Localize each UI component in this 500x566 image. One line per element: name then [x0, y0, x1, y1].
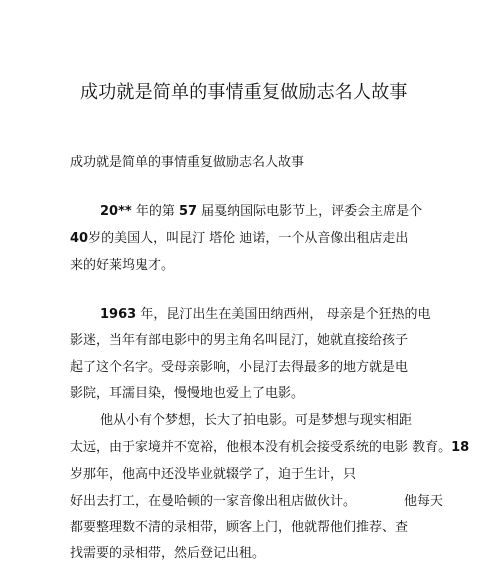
text-segment: 好出去打工，在曼哈顿的一家音像出租店做伙计。 — [70, 494, 357, 509]
text-segment: 太远，由于家境并不宽裕，他根本没有机会接受系统的电影 教育。 — [70, 440, 452, 455]
paragraph-2-line-1 — [100, 307, 430, 323]
text-segment: 届戛纳国际电影节上，评委会主席是个 — [197, 204, 423, 219]
document-title: 成功就是简单的事情重复做励志名人故事 — [80, 82, 408, 103]
paragraph-1-line-1 — [100, 204, 422, 220]
text-segment: 岁的美国人，叫昆汀 塔伦 迪诺，一个从音像出租店走出 — [88, 231, 409, 246]
paragraph-3-line-6: 找需要的录相带，然后登记出租。 — [70, 546, 266, 561]
paragraph-1-line-2 — [70, 231, 408, 247]
number-text: 57 — [178, 204, 198, 219]
text-segment: 他每天 — [404, 494, 444, 509]
paragraph-3-line-4 — [70, 494, 443, 510]
paragraph-3-line-3: 岁那年，他高中还没毕业就辍学了，迫于生计，只 — [70, 467, 357, 482]
number-text: 40 — [70, 231, 89, 246]
text-segment: 年，昆汀出生在美国田纳西州， 母亲是个狂热的电 — [136, 307, 431, 322]
paragraph-3-line-2 — [70, 440, 469, 456]
paragraph-3-line-5: 都要整理数不清的录相带，顾客上门，他就帮他们推荐、查 — [70, 520, 409, 535]
paragraph-1-line-3: 来的好莱坞鬼才。 — [70, 258, 175, 273]
paragraph-3-line-1: 他从小有个梦想，长大了拍电影。可是梦想与现实相距 — [100, 413, 413, 428]
year-text: 1963 — [100, 307, 137, 322]
paragraph-2-line-4: 影院，耳濡目染，慢慢地也爱上了电影。 — [70, 386, 305, 401]
document-subtitle: 成功就是简单的事情重复做励志名人故事 — [70, 155, 305, 170]
year-text: 20** — [100, 204, 132, 219]
text-segment: 年的第 — [131, 204, 179, 219]
paragraph-2-line-2: 影迷，当年有部电影中的男主角名叫昆汀，她就直接给孩子 — [70, 333, 409, 348]
paragraph-2-line-3: 起了这个名字。受母亲影响，小昆汀去得最多的地方就是电 — [70, 360, 409, 375]
number-text: 18 — [451, 440, 470, 455]
